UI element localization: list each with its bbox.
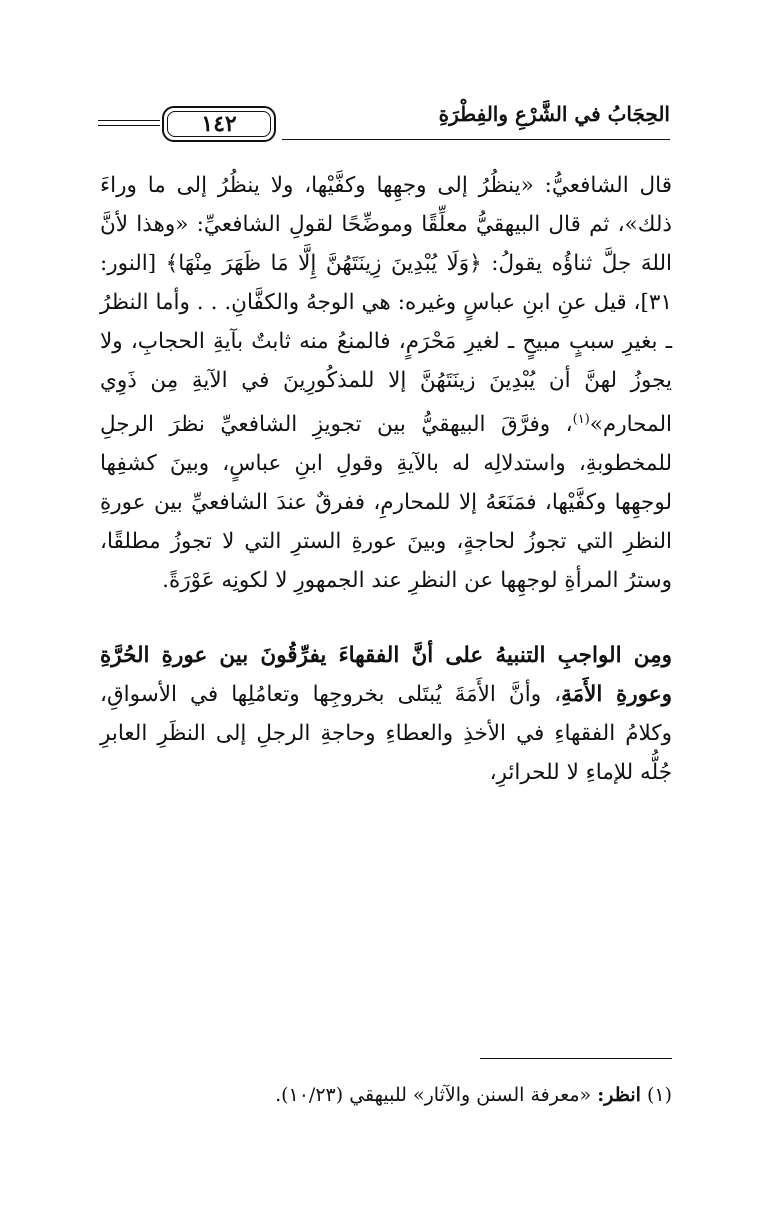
bold-lead-text: ومِن الواجبِ التنبيهُ على أنَّ الفقهاءَ يفرِّقُونَ بين عورةِ الحُرَّةِ وعورةِ الأَمَةِ [100, 643, 672, 708]
main-text [100, 166, 672, 792]
footnote-separator [480, 1058, 672, 1059]
footnote-number: (١) [646, 1084, 672, 1106]
paragraph [100, 166, 672, 600]
header-double-rule [98, 120, 160, 126]
page-header [98, 100, 670, 142]
header-rule [282, 139, 670, 140]
paragraph-text: قال الشافعيُّ: «ينظُرُ إلى وجهِها وكفَّيْها، ولا ينظُرُ إلى ما وراءَ ذلك»، ثم قال البيهقيُّ معلِّقًا وموضِّحًا لقولِ الشافعيِّ: «وهذا لأنَّ اللهَ جلَّ ثناؤُه يقولُ: ﴿وَلَا يُبْدِينَ زِينَتَهُنَّ إِلَّا مَا ظَهَرَ مِنْهَا﴾ [النور: ٣١]، قيل عنِ ابنِ عباسٍ وغيره: هي الوجهُ والكفَّانِ. . . وأما النظرُ ـ بغيرِ سببٍ مبيحٍ ـ لغيرِ مَحْرَمٍ، فالمنعُ منه ثابتٌ بآيةِ الحجابِ، ولا يجوزُ لهنَّ أن يُبْدِينَ زينَتَهُنَّ إلا للمذكُورِينَ في الآيةِ مِن ذَوِي المحارم» [100, 173, 672, 438]
footnote [100, 1080, 672, 1110]
paragraph-text: ، وأنَّ الأَمَةَ يُبتَلى بخروجِها وتعامُلِها في الأسواقِ، وكلامُ الفقهاءِ في الأخذِ والعطاءِ وحاجةِ الرجلِ إلى النظَرِ العابرِ جُلُّه للإماءِ لا للحرائرِ، [100, 682, 672, 786]
page-number: ١٤٢ [167, 111, 271, 137]
paragraph [100, 636, 672, 792]
footnote-text: «معرفة السنن والآثار» للبيهقي (١٠/٢٣). [275, 1084, 592, 1106]
footnote-reference: (١) [572, 412, 590, 427]
page-number-frame [162, 106, 276, 142]
running-title: الحِجَابُ في الشَّرْعِ والفِطْرَةِ [438, 102, 670, 126]
paragraph-text-continued: ، وفرَّقَ البيهقيُّ بين تجويزِ الشافعيِّ نظرَ الرجلِ للمخطوبةِ، واستدلالِه له بالآيةِ وقولِ ابنِ عباسٍ، وبينَ كشفِها لوجهِها وكفَّيْها، فمَنَعَهُ إلا للمحارمِ، ففرقٌ عندَ الشافعيِّ بين عورةِ النظرِ التي تجوزُ لحاجةٍ، وبينَ عورةِ السترِ التي لا تجوزُ مطلقًا، وسترُ المرأةِ لوجهِها عن النظرِ عند الجمهورِ لا لكونِه عَوْرَةً. [100, 412, 672, 594]
footnote-label: انظر: [597, 1084, 641, 1106]
